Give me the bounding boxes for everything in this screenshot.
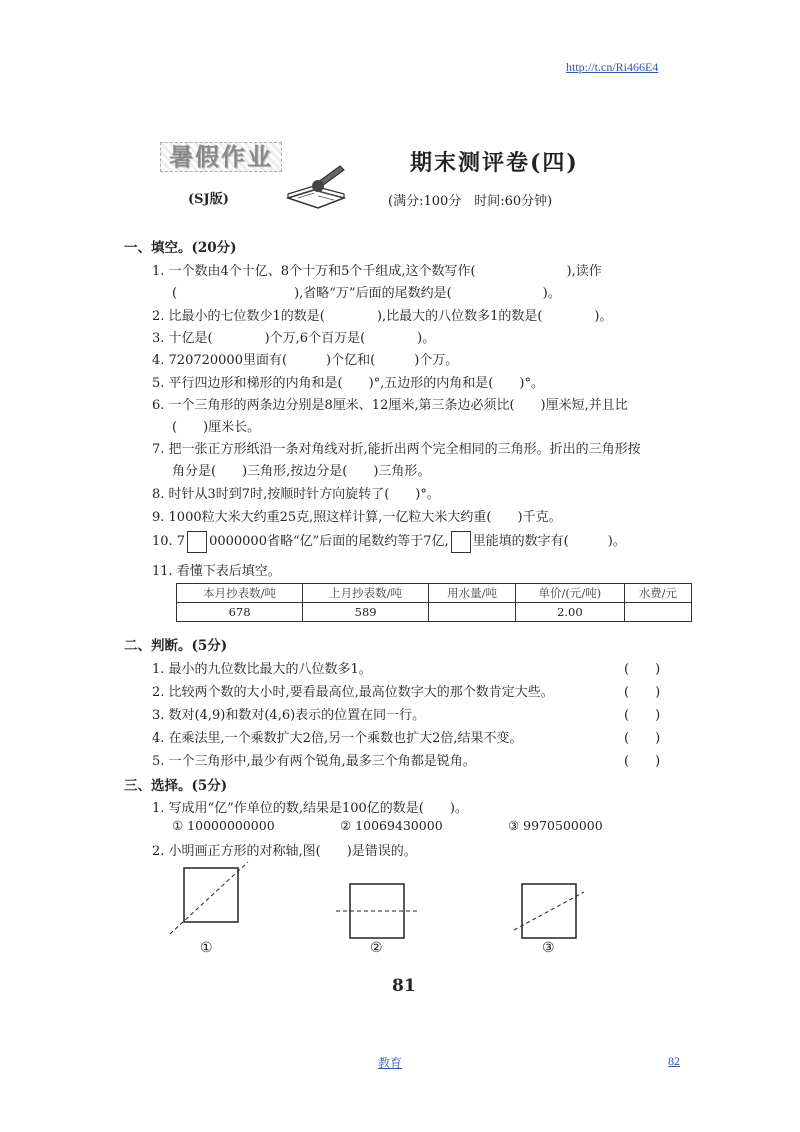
- judge-answer-2[interactable]: ( ): [624, 685, 661, 700]
- question-10-prefix: 10. 7: [152, 534, 186, 549]
- page-number: 81: [392, 976, 416, 996]
- question-6-line-1: 6. 一个三角形的两条边分别是8厘米、12厘米,第三条边必须比( )厘米短,并且比: [152, 398, 628, 413]
- score-time-info: (满分:100分 时间:60分钟): [388, 194, 553, 209]
- figure-label-3: ③: [542, 940, 555, 956]
- question-10-middle: 0000000省略“亿”后面的尾数约等于7亿,: [209, 534, 449, 549]
- footer-link-education[interactable]: 教育: [378, 1056, 403, 1070]
- table-cell-blank[interactable]: [624, 603, 691, 622]
- water-bill-table: [176, 583, 692, 622]
- question-7-line-2: 角分是( )三角形,按边分是( )三角形。: [172, 464, 431, 479]
- book-pen-icon: [284, 162, 350, 212]
- choice-question-1: 1. 写成用“亿”作单位的数,结果是100亿的数是( )。: [152, 801, 468, 816]
- question-9: 9. 1000粒大米大约重25克,照这样计算,一亿粒大米大约重( )千克。: [152, 510, 562, 525]
- judge-answer-3[interactable]: ( ): [624, 708, 661, 723]
- judge-answer-1[interactable]: ( ): [624, 662, 661, 677]
- question-7-line-1: 7. 把一张正方形纸沿一条对角线对折,能折出两个完全相同的三角形。折出的三角形按: [152, 442, 641, 457]
- judge-answer-5[interactable]: ( ): [624, 754, 661, 769]
- digit-box[interactable]: [187, 531, 207, 553]
- digit-box-2[interactable]: [451, 531, 471, 553]
- table-header-cell: 水费/元: [624, 584, 691, 603]
- question-8: 8. 时针从3时到7时,按顺时针方向旋转了( )°。: [152, 487, 440, 502]
- table-header-cell: 上月抄表数/吨: [303, 584, 429, 603]
- table-header-row: [177, 584, 692, 603]
- choice-question-2: 2. 小明画正方形的对称轴,图( )是错误的。: [152, 844, 417, 859]
- section-choice-heading: 三、选择。(5分): [124, 778, 228, 794]
- question-1-line-1: 1. 一个数由4个十亿、8个十万和5个千组成,这个数写作( ),读作: [152, 264, 602, 279]
- table-cell: 589: [303, 603, 429, 622]
- section-fill-in-heading: 一、填空。(20分): [124, 240, 237, 256]
- table-cell: 2.00: [515, 603, 624, 622]
- judge-item-2: 2. 比较两个数的大小时,要看最高位,最高位数字大的那个数肯定大些。: [152, 685, 554, 700]
- question-3: 3. 十亿是( )个万,6个百万是( )。: [152, 331, 436, 346]
- question-10: [152, 530, 626, 553]
- question-1-line-2: ( ),省略“万”后面的尾数约是( )。: [172, 286, 561, 301]
- section-judge-heading: 二、判断。(5分): [124, 638, 228, 654]
- figure-label-2: ②: [370, 940, 383, 956]
- table-header-cell: 用水量/吨: [429, 584, 516, 603]
- table-cell-blank[interactable]: [429, 603, 516, 622]
- edition-label: (SJ版): [188, 192, 229, 207]
- figure-3-diagonal-axis[interactable]: [514, 884, 584, 938]
- question-4: 4. 720720000里面有( )个亿和( )个万。: [152, 353, 459, 368]
- table-header-cell: 本月抄表数/吨: [177, 584, 303, 603]
- question-11: 11. 看懂下表后填空。: [152, 564, 281, 579]
- table-cell: 678: [177, 603, 303, 622]
- table-header-cell: 单价/(元/吨): [515, 584, 624, 603]
- figure-2-horizontal-axis[interactable]: [336, 884, 420, 938]
- judge-item-3: 3. 数对(4,9)和数对(4,6)表示的位置在同一行。: [152, 708, 426, 723]
- page-title: 期末测评卷(四): [410, 150, 579, 176]
- choice-option-1[interactable]: ① 10000000000: [172, 818, 275, 833]
- choice-option-2[interactable]: ② 10069430000: [340, 818, 443, 833]
- source-link[interactable]: http://t.cn/Ri466E4: [566, 60, 659, 74]
- judge-item-4: 4. 在乘法里,一个乘数扩大2倍,另一个乘数也扩大2倍,结果不变。: [152, 731, 523, 746]
- table-row: [177, 603, 692, 622]
- judge-answer-4[interactable]: ( ): [624, 731, 661, 746]
- series-logo: 暑假作业: [160, 142, 282, 172]
- question-2: 2. 比最小的七位数少1的数是( ),比最大的八位数多1的数是( )。: [152, 309, 613, 324]
- question-5: 5. 平行四边形和梯形的内角和是( )°,五边形的内角和是( )°。: [152, 376, 544, 391]
- square-symmetry-figures: [160, 860, 700, 970]
- figure-label-1: ①: [200, 940, 213, 956]
- question-6-line-2: ( )厘米长。: [172, 420, 261, 435]
- footer-link-page[interactable]: 82: [668, 1054, 680, 1068]
- figure-1-wrong-axis[interactable]: [170, 862, 248, 934]
- choice-option-3[interactable]: ③ 9970500000: [508, 818, 603, 833]
- judge-item-1: 1. 最小的九位数比最大的八位数多1。: [152, 662, 372, 677]
- judge-item-5: 5. 一个三角形中,最少有两个锐角,最多三个角都是锐角。: [152, 754, 476, 769]
- question-10-suffix: 里能填的数字有( )。: [472, 534, 626, 549]
